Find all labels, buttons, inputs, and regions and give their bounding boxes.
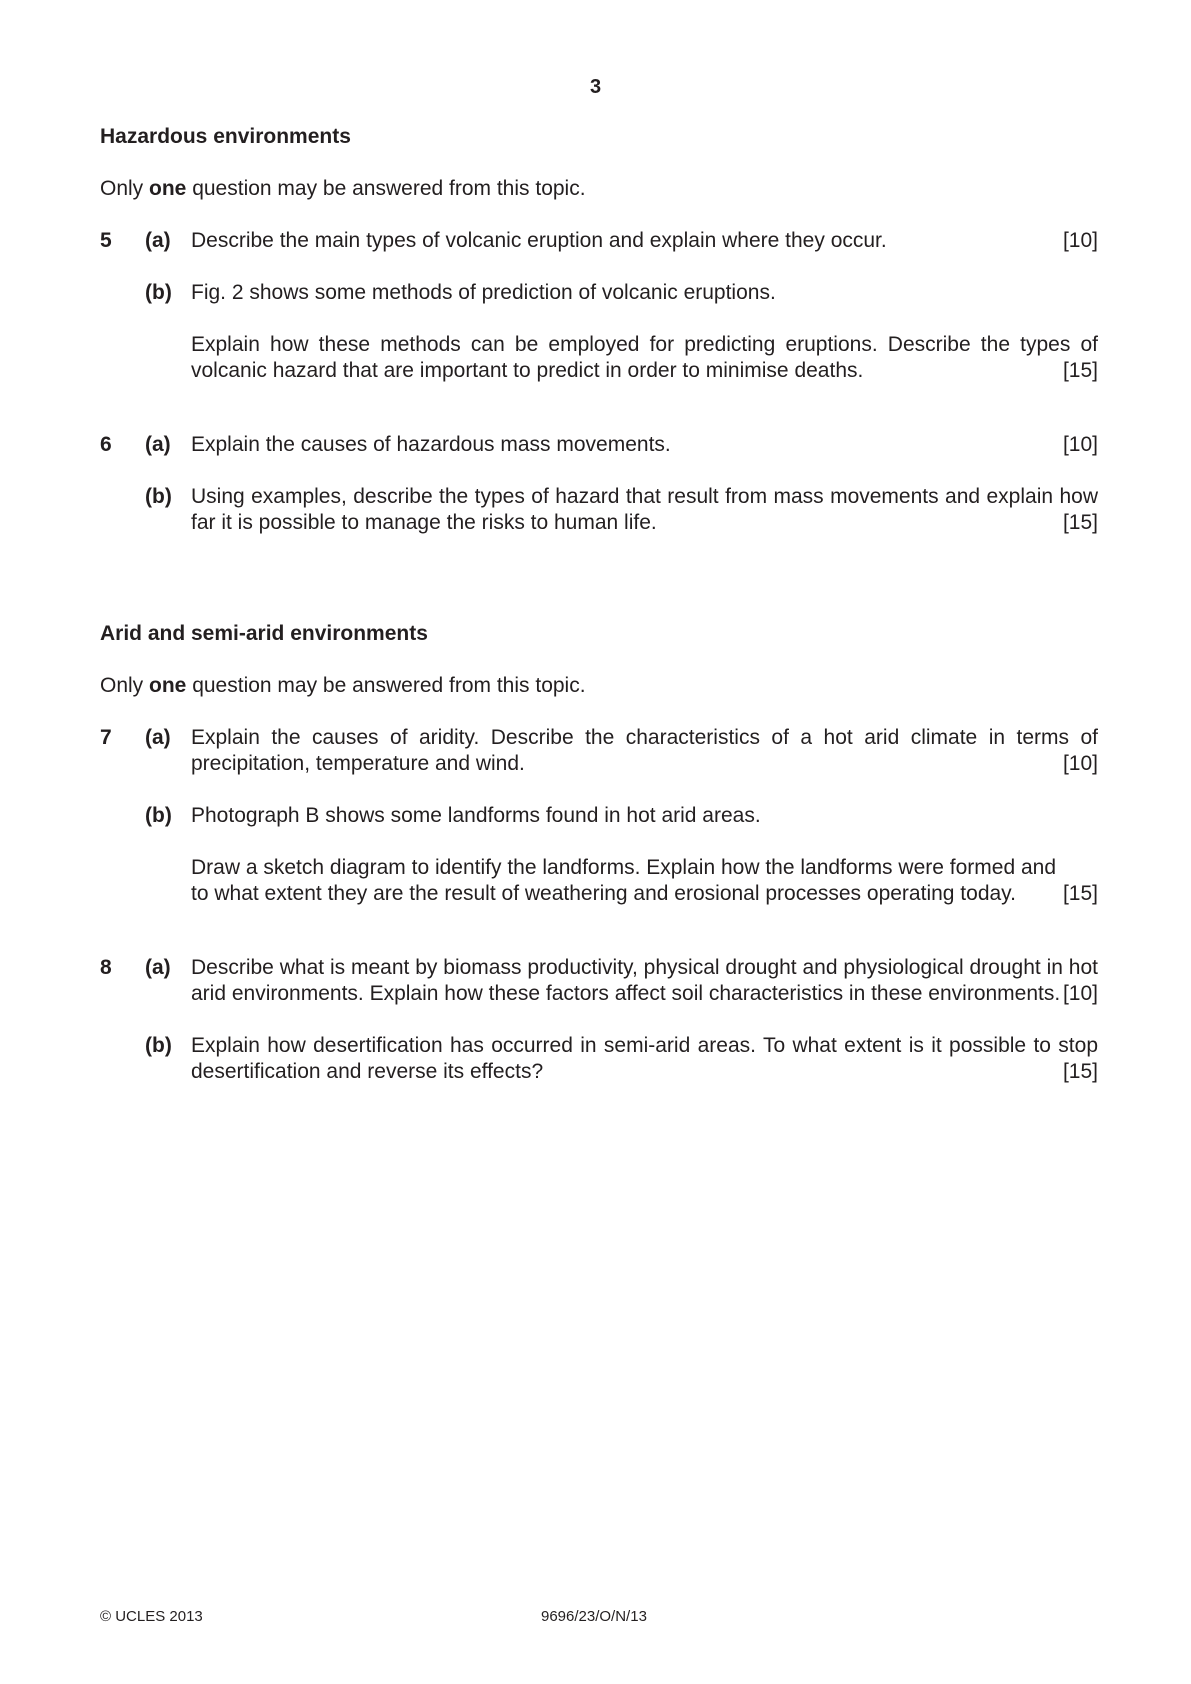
part-text: Fig. 2 shows some methods of prediction of volcanic eruptions. bbox=[191, 281, 776, 304]
section-title: Hazardous environments bbox=[100, 125, 351, 148]
question-number: 5 bbox=[100, 229, 112, 252]
section-title: Arid and semi-arid environments bbox=[100, 622, 428, 645]
section-arid-environments bbox=[100, 621, 1098, 1085]
question-part bbox=[100, 1033, 1098, 1085]
part-label: (a) bbox=[145, 229, 171, 252]
question-part bbox=[100, 855, 1098, 907]
question-part bbox=[100, 484, 1098, 536]
part-label: (a) bbox=[145, 956, 171, 979]
question-5 bbox=[100, 228, 1098, 384]
part-label: (a) bbox=[145, 433, 171, 456]
section-intro: Only one question may be answered from this topic. bbox=[100, 674, 586, 697]
question-number: 7 bbox=[100, 726, 112, 749]
question-part bbox=[100, 280, 1098, 306]
question-part bbox=[100, 955, 1098, 1007]
marks: [10] bbox=[1062, 752, 1098, 775]
question-part bbox=[100, 803, 1098, 829]
footer-copyright: © UCLES 2013 bbox=[100, 1608, 203, 1625]
marks: [10] bbox=[1062, 982, 1098, 1005]
question-part bbox=[100, 725, 1098, 777]
footer-paper-code: 9696/23/O/N/13 bbox=[541, 1608, 647, 1625]
question-number: 8 bbox=[100, 956, 112, 979]
question-8 bbox=[100, 955, 1098, 1085]
part-text: Describe the main types of volcanic eruption and explain where they occur. bbox=[191, 229, 887, 252]
question-number: 6 bbox=[100, 433, 112, 456]
part-label: (b) bbox=[145, 1034, 172, 1057]
question-part bbox=[100, 432, 1098, 458]
marks: [15] bbox=[1062, 1060, 1098, 1083]
marks: [10] bbox=[1062, 433, 1098, 456]
question-part bbox=[100, 332, 1098, 384]
section-hazardous-environments bbox=[100, 124, 1098, 536]
part-text: Draw a sketch diagram to identify the landforms. Explain how the landforms were formed and to what extent they are the result of weathering and erosional processes operating today. bbox=[191, 856, 1056, 905]
section-intro: Only one question may be answered from this topic. bbox=[100, 177, 586, 200]
part-text: Explain the causes of aridity. Describe the characteristics of a hot arid climate in terms of precipitation, temperature and wind. bbox=[191, 726, 1098, 775]
question-part bbox=[100, 228, 1098, 254]
part-label: (b) bbox=[145, 485, 172, 508]
question-6 bbox=[100, 432, 1098, 536]
question-7 bbox=[100, 725, 1098, 907]
part-text: Explain how desertification has occurred in semi-arid areas. To what extent is it possible to stop desertification and reverse its effects? bbox=[191, 1034, 1098, 1083]
marks: [10] bbox=[1062, 229, 1098, 252]
part-label: (b) bbox=[145, 804, 172, 827]
marks: [15] bbox=[1062, 882, 1098, 905]
part-text: Photograph B shows some landforms found in hot arid areas. bbox=[191, 804, 761, 827]
part-text: Explain how these methods can be employed for predicting eruptions. Describe the types of volcanic hazard that are important to predict in order to minimise deaths. bbox=[191, 333, 1098, 382]
part-text: Explain the causes of hazardous mass movements. bbox=[191, 433, 671, 456]
page-number: 3 bbox=[589, 76, 602, 98]
part-label: (a) bbox=[145, 726, 171, 749]
marks: [15] bbox=[1062, 359, 1098, 382]
part-text: Describe what is meant by biomass productivity, physical drought and physiological drought in hot arid environments. Explain how these factors affect soil characteristics in these environments. bbox=[191, 956, 1098, 1005]
marks: [15] bbox=[1062, 511, 1098, 534]
part-text: Using examples, describe the types of hazard that result from mass movements and explain how far it is possible to manage the risks to human life. bbox=[191, 485, 1098, 534]
part-label: (b) bbox=[145, 281, 172, 304]
